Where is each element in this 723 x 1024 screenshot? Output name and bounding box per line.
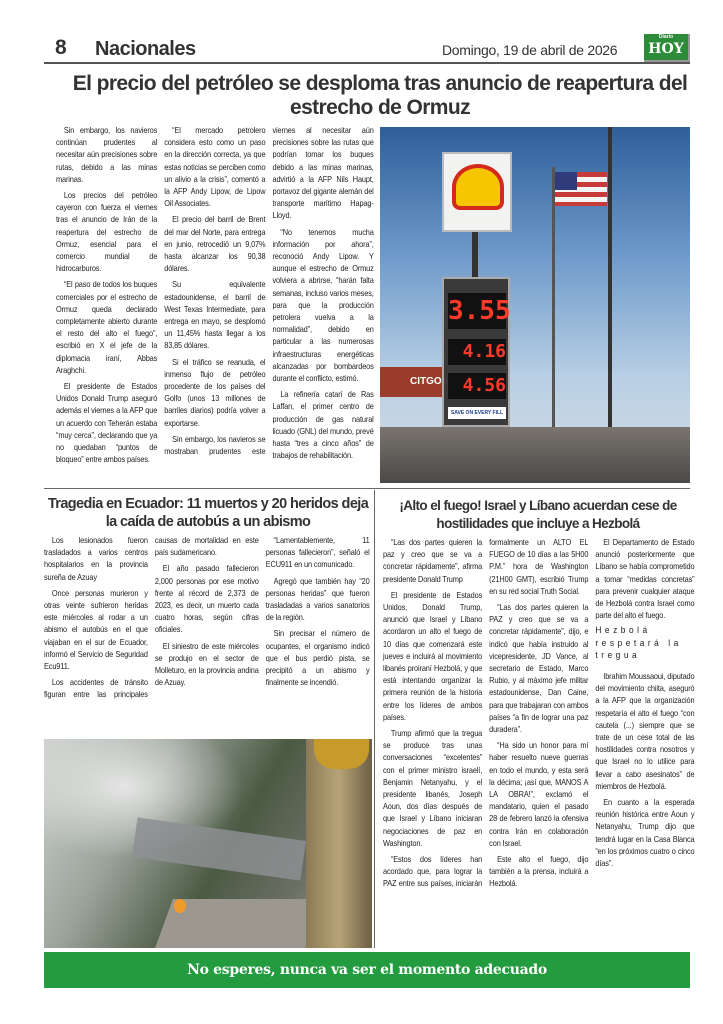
paragraph: “El paso de todos los buques comerciales por el estrecho de Ormuz queda declarado completamente abierto durante el resto del alto el fuego”, escribió en X el jefe de la diplomacia iraní, Abbas Araghchi. bbox=[56, 279, 158, 375]
header-divider bbox=[44, 62, 690, 64]
paragraph: El año pasado fallecieron 2,000 personas por ese motivo frente al récord de 2,373 de 2023, es decir, un muerto cada cuatro horas, según cifras oficiales. bbox=[154, 563, 259, 635]
issue-date: Domingo, 19 de abril de 2026 bbox=[442, 42, 618, 58]
firefighter bbox=[306, 739, 372, 948]
citgo-sign: CITGO bbox=[380, 367, 442, 397]
promo-sign: SAVE ON EVERY FILL bbox=[448, 407, 506, 419]
paragraph: En cuanto a la esperada reunión histórica entre Aoun y Netanyahu, Trump dijo que tendrá lugar en la Casa Blanca “en los próximos cuatro o cinco días”. bbox=[595, 797, 695, 869]
paragraph: El siniestro de este miércoles se produjo en el sector de Molleturo, en la provincia andina de Azuay. bbox=[154, 640, 259, 688]
paragraph: Su equivalente estadounidense, el barril de West Texas Intermediate, para entrega en mayo, se desplomó un 11,45% hasta llegar a los 83,85 dólares. bbox=[164, 279, 266, 351]
us-flag bbox=[555, 172, 607, 206]
logo-small-text: Diario bbox=[658, 34, 674, 40]
column-divider bbox=[374, 490, 375, 948]
israel-article-body bbox=[383, 536, 695, 890]
paragraph: Los precios del petróleo cayeron con fuerza el viernes tras el anuncio de Irán de la reapertura del estrecho de Ormuz, esencial para el comercio mundial de hidrocarburos. bbox=[56, 190, 158, 274]
paragraph: “Lamentablemente, 11 personas fallecieron”, señaló el ECU911 en un comunicado. bbox=[265, 535, 370, 570]
paragraph: Sin embargo, los navieros continúan prudentes al necesitar aún precisiones sobre rutas, debido a las minas marinas. bbox=[56, 125, 158, 184]
paragraph: Trump afirmó que la tregua se produce tras unas conversaciones “excelentes” con el primer ministro israelí, Benjamin Netanyahu, y el presidente libanés, Joseph Aoun, dos días después de que Israel y Líbano iniciaran negociaciones de paz en Washington. bbox=[383, 728, 483, 848]
paragraph: Este alto el fuego, dijo también a la prensa, incluirá a Hezbolá. bbox=[489, 854, 589, 889]
paragraph: Los accidentes de tránsito figuran entre las principales causas de mortalidad en este país sudamericano. bbox=[44, 535, 259, 700]
footer-banner: No esperes, nunca va ser el momento adecuado bbox=[44, 952, 690, 988]
paragraph: La refinería catarí de Ras Laffan, el primer centro de producción de gas natural licuado (GNL) del mundo, prevé hasta “tres a cinco años” de trabajos de rehabilitación. bbox=[272, 389, 374, 461]
paragraph: Sin embargo, los navieros se mostraban prudentes este viernes al necesitar aún precisiones sobre las rutas que podrían tomar los buques debido a las minas marinas, advirtió a la AFP Nils Haupt, portavoz del gigante alemán del transporte marítimo Hapag-Lloyd. bbox=[164, 125, 374, 457]
price-premium: 4.56 bbox=[448, 373, 506, 399]
logo-big-text: HOY bbox=[648, 41, 684, 57]
shell-logo bbox=[452, 164, 504, 210]
paragraph: El presidente de Estados Unidos, Donald Trump, anunció que Israel y Líbano acordaron un alto el fuego de 10 días que comenzará este jueves e incluirá al movimiento libanés proiraní Hezbolá, y que está intentando organizar la primera reunión de la historia entre los líderes de ambos países. bbox=[383, 589, 483, 722]
oil-article-headline: El precio del petróleo se desploma tras anuncio de reapertura del estrecho de Ormuz bbox=[72, 72, 688, 119]
paragraph: Once personas murieron y otras veinte sufrieron heridas este miércoles al rodar a un abismo el autobús en el que viajaban en el sur de Ecuador, informó el Servicio de Seguridad Ecu911. bbox=[44, 587, 148, 672]
section-divider bbox=[44, 488, 690, 489]
paragraph: “No tenemos mucha información por ahora”, reconoció Andy Lipow. Y aunque el estrecho de Ormuz volviera a abrirse, “harán falta semanas, incluso varios meses, para que la producción petrolera vuelva a la normalidad”, debido en particular a las numerosas infraestructuras energéticas alcanzadas por bombardeos durante el conflicto, estimó. bbox=[272, 226, 374, 384]
paragraph: Sin precisar el número de ocupantes, el organismo indicó que el bus perdió pista, se precipitó a un abismo y finalmente se incendió. bbox=[265, 628, 370, 688]
street bbox=[380, 427, 690, 483]
paragraph: “Ha sido un honor para mí haber resuelto nueve guerras en todo el mundo, y esta será la décima; ¡así que, MANOS A LA OBRA!”, exclamó el mandatario, quien el pasado 28 de febrero lanzó la ofensiva contra Irán en colaboración con Israel. bbox=[489, 740, 589, 848]
paragraph: “Las dos partes quieren la paz y creo que se va a concretar rápidamente”, afirma presidente Donald Trump bbox=[383, 537, 483, 584]
paragraph: Si el tráfico se reanuda, el inmenso flujo de petróleo procedente de los países del Golfo (unos 13 millones de barriles diarios) podría volver a exportarse. bbox=[164, 356, 266, 428]
ecuador-article-body bbox=[44, 534, 370, 701]
price-regular: 3.55 bbox=[448, 293, 506, 329]
paragraph: El presidente de Estados Unidos Donald Trump aseguró además el viernes a la AFP que un acuerdo con Teherán estaba “muy cerca”, declarando que ya no quedaban “puntos de bloqueo” entre ambos países. bbox=[56, 381, 158, 465]
subheading: Hezbolá respetará la tregua bbox=[595, 625, 682, 661]
gas-station-photo bbox=[380, 127, 690, 483]
paragraph: “Las dos partes quieren la PAZ y creo que se va a concretar rápidamente”, dijo, e indicó que había instruido al vicepresidente, JD Vance, al secretario de Estado, Marco Rubio, y al máximo jefe militar estadounidense, Dan Caine, para que trabajaran con ambos países “a fin de lograr una paz duradera”. bbox=[489, 602, 589, 735]
paragraph: Agregó que también hay “20 personas heridas” que fueron trasladadas a varios sanatorios de la región. bbox=[265, 575, 370, 623]
paragraph: Ibrahim Moussaoui, diputado del movimiento chiita, aseguró a la AFP que la organización respetaría el alto el fuego “con cautela (...) siempre que se trate de un cese total de las hostilidades contra nosotros y que Israel no lo utilice para llevar a cabo asesinatos” de miembros de Hezbolá. bbox=[595, 671, 695, 791]
bus-accident-photo bbox=[44, 739, 372, 948]
paragraph: El Departamento de Estado anunció posteriormente que Líbano se había comprometido a tomar “medidas concretas” para prevenir cualquier ataque de Hezbolá contra Israel como parte del alto el fuego. bbox=[595, 537, 695, 621]
paragraph: Los lesionados fueron trasladados a varios centros hospitalarios en la provincia sureña de Azuay bbox=[44, 535, 148, 582]
newspaper-logo bbox=[644, 34, 690, 62]
section-title: Nacionales bbox=[95, 38, 196, 60]
israel-article-headline: ¡Alto el fuego! Israel y Líbano acuerdan cese de hostilidades que incluye a Hezbolá bbox=[399, 498, 677, 531]
paragraph: El precio del barril de Brent del mar del Norte, para entrega en junio, retrocedió un 9,07% hasta alcanzar los 90,38 dólares. bbox=[164, 214, 266, 274]
shell-sign bbox=[442, 152, 512, 232]
price-board bbox=[442, 277, 510, 427]
price-plus: 4.16 bbox=[448, 339, 506, 365]
flag-pole bbox=[552, 167, 555, 427]
paragraph: “El mercado petrolero considera esto como un paso en la dirección correcta, ya que estas noticias se perciben como un alivio a la crisis”, comentó a la AFP Andy Lipow, de Lipow Oil Associates. bbox=[164, 125, 266, 209]
firefighter-helmet bbox=[314, 739, 369, 769]
light-pole bbox=[608, 127, 612, 427]
oil-article-body bbox=[56, 124, 374, 465]
page-number: 8 bbox=[55, 36, 67, 59]
ecuador-article-headline: Tragedia en Ecuador: 11 muertos y 20 heridos deja la caída de autobús a un abismo bbox=[47, 496, 369, 530]
flame bbox=[174, 899, 186, 913]
paragraph: “Estos dos líderes han acordado que, para lograr la PAZ entre sus países, iniciarán formalmente un ALTO EL FUEGO de 10 días a las 5H00 P.M.” hora de Washington (21H00 GMT), escribió Trump en su red social Truth Social. bbox=[383, 537, 589, 889]
